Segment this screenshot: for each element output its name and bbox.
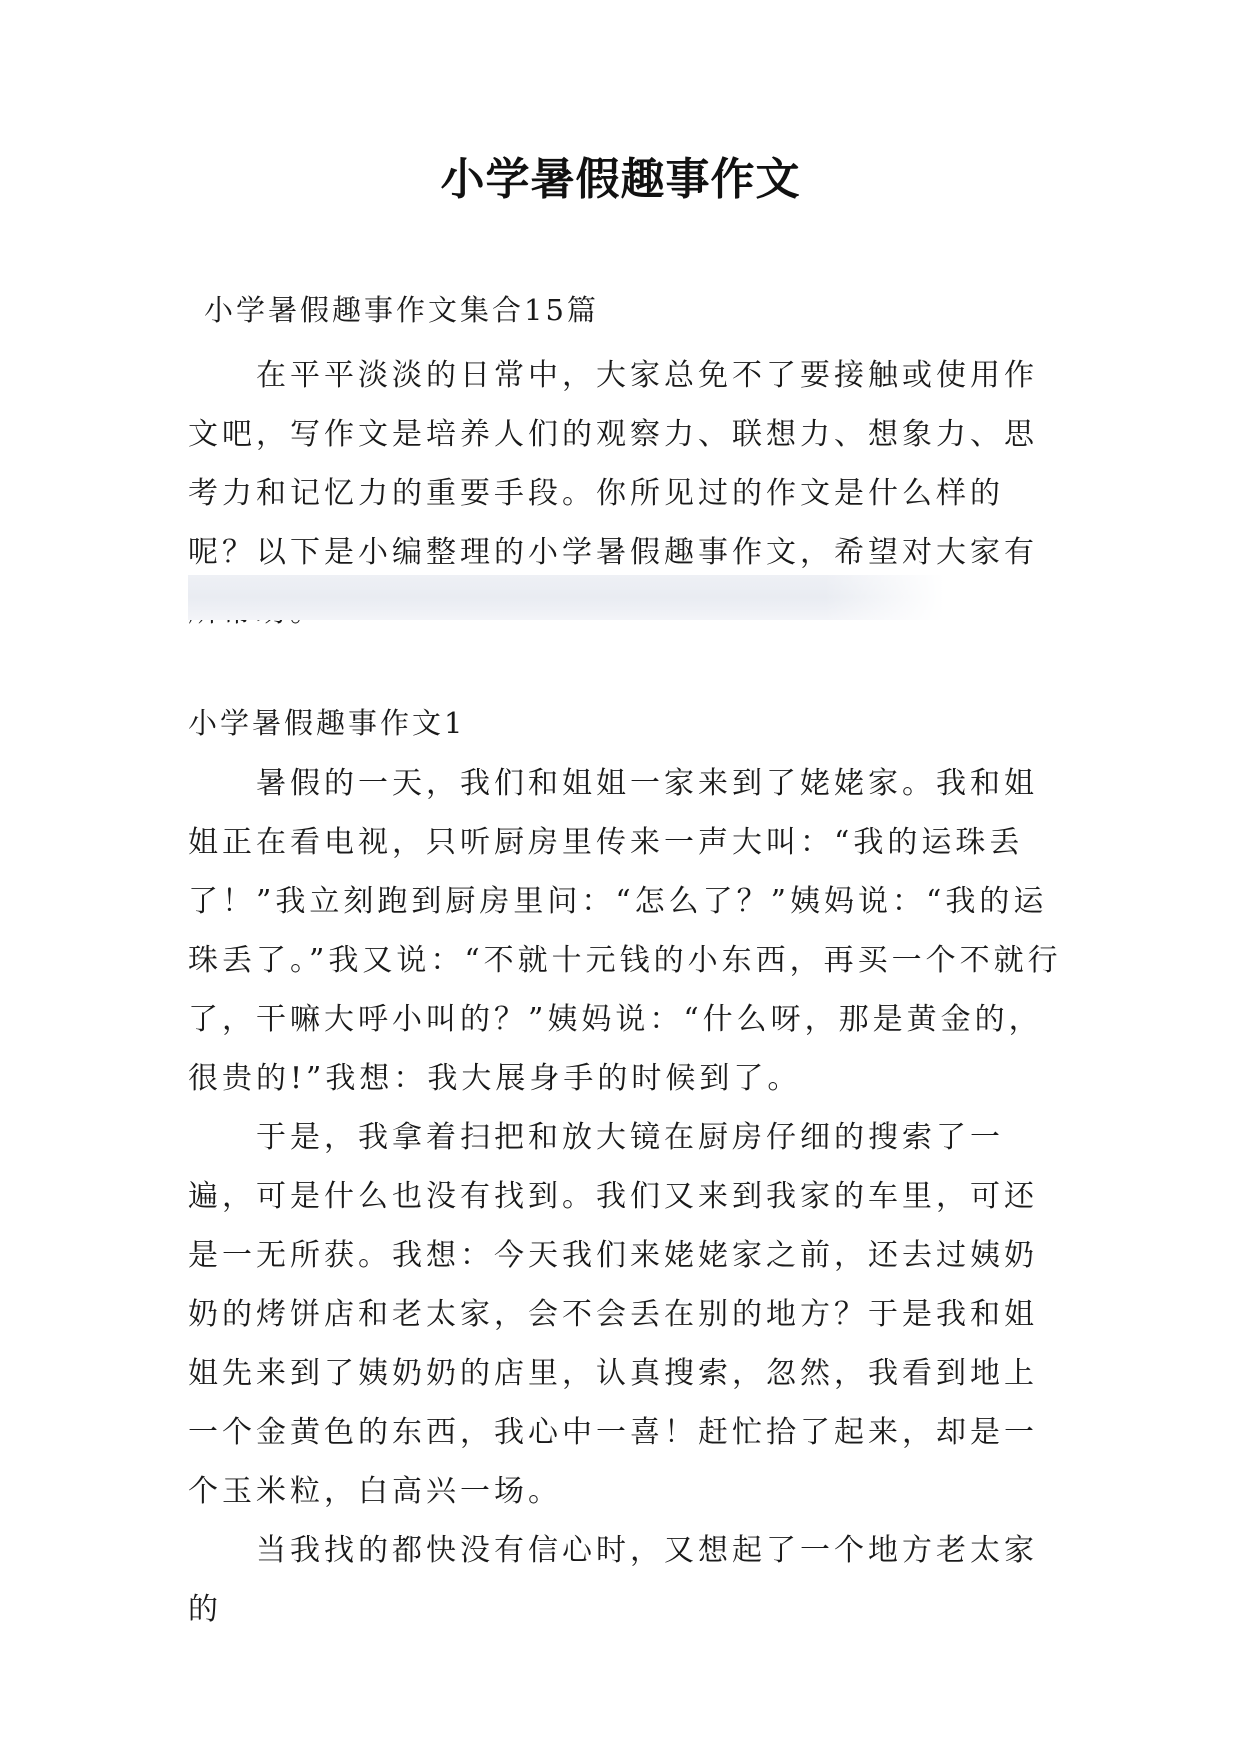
intro-paragraph: 在平平淡淡的日常中，大家总免不了要接触或使用作文吧，写作文是培养人们的观察力、联想力、想象力、思考力和记忆力的重要手段。你所见过的作文是什么样的呢？以下是小编整理的小学暑假趣事作文，希望对大家有: [188, 358, 1038, 570]
collection-title: 小学暑假趣事作文集合15篇: [204, 293, 599, 327]
essay-paragraph: 暑假的一天，我们和姐姐一家来到了姥姥家。我和姐姐正在看电视，只听厨房里传来一声大叫：“我的运珠丢了！”我立刻跑到厨房里问：“怎么了？”姨妈说：“我的运珠丢了。”我又说：“不就十元钱的小东西，再买一个不就行了，干嘛大呼小叫的？”姨妈说：“什么呀，那是黄金的，很贵的!”我想：我大展身手的时候到了。: [188, 766, 1062, 1096]
essay-heading: 小学暑假趣事作文1: [188, 706, 466, 740]
embedded-image-strip: [188, 575, 944, 620]
essay-paragraph: 于是，我拿着扫把和放大镜在厨房仔细的搜索了一遍，可是什么也没有找到。我们又来到我家的车里，可还是一无所获。我想：今天我们来姥姥家之前，还去过姨奶奶的烤饼店和老太家，会不会丢在别的地方？于是我和姐姐先来到了姨奶奶的店里，认真搜索，忽然，我看到地上一个金黄色的东西，我心中一喜！赶忙拾了起来，却是一个玉米粒，白高兴一场。: [188, 1120, 1038, 1509]
essay-paragraph: 当我找的都快没有信心时，又想起了一个地方老太家的: [188, 1533, 1038, 1627]
document-title: 小学暑假趣事作文: [440, 154, 801, 205]
essay-body: [188, 754, 1068, 1639]
